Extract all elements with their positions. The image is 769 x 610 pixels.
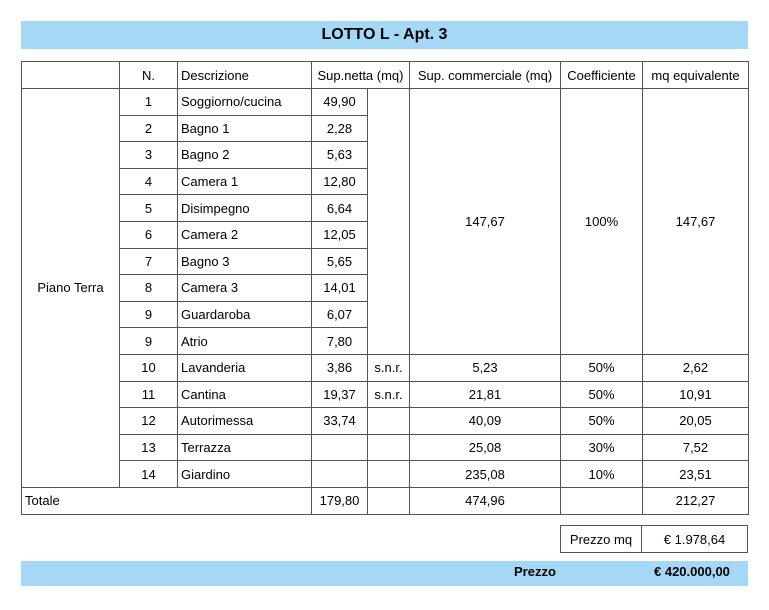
row-mq-equivalente: 7,52 [643, 434, 749, 461]
row-sup-netta: 3,86 [312, 354, 368, 381]
totale-mq-equivalente: 212,27 [643, 487, 749, 514]
row-sup-netta: 19,37 [312, 381, 368, 408]
header-mq-equivalente: mq equivalente [643, 62, 749, 89]
header-sup-commerciale: Sup. commerciale (mq) [410, 62, 561, 89]
table-row [22, 381, 749, 408]
totale-sup-netta: 179,80 [312, 487, 368, 514]
row-coefficiente: 30% [561, 434, 643, 461]
group-coefficiente: 100% [561, 89, 643, 355]
row-number: 12 [120, 408, 178, 435]
row-coefficiente: 10% [561, 461, 643, 488]
row-sup-netta: 5,65 [312, 248, 368, 275]
row-sup-commerciale: 40,09 [410, 408, 561, 435]
row-description: Bagno 1 [178, 115, 312, 142]
table-row [22, 354, 749, 381]
row-sup-netta: 6,07 [312, 301, 368, 328]
row-number: 7 [120, 248, 178, 275]
row-description: Cantina [178, 381, 312, 408]
row-note [368, 434, 410, 461]
row-description: Autorimessa [178, 408, 312, 435]
row-number: 6 [120, 221, 178, 248]
row-description: Soggiorno/cucina [178, 89, 312, 116]
prezzo-mq-label: Prezzo mq [561, 526, 642, 553]
header-sup-netta: Sup.netta (mq) [312, 62, 410, 89]
row-mq-equivalente: 10,91 [643, 381, 749, 408]
table-row [22, 89, 749, 116]
row-sup-netta: 49,90 [312, 89, 368, 116]
group-sup-commerciale: 147,67 [410, 89, 561, 355]
prezzo-mq-value: € 1.978,64 [642, 526, 748, 553]
row-number: 5 [120, 195, 178, 222]
row-coefficiente: 50% [561, 381, 643, 408]
row-sup-netta: 7,80 [312, 328, 368, 355]
totale-label: Totale [22, 487, 312, 514]
prezzo-value: € 420.000,00 [654, 564, 730, 579]
header-blank [22, 62, 120, 89]
floor-label: Piano Terra [22, 89, 120, 488]
row-sup-netta: 14,01 [312, 275, 368, 302]
row-coefficiente: 50% [561, 408, 643, 435]
table-row [22, 408, 749, 435]
row-number: 4 [120, 168, 178, 195]
row-number: 9 [120, 301, 178, 328]
row-number: 3 [120, 142, 178, 169]
prezzo-label: Prezzo [514, 564, 556, 579]
row-note [368, 408, 410, 435]
header-coefficiente: Coefficiente [561, 62, 643, 89]
row-sup-commerciale: 21,81 [410, 381, 561, 408]
row-sup-commerciale: 235,08 [410, 461, 561, 488]
row-note [368, 461, 410, 488]
row-sup-netta: 33,74 [312, 408, 368, 435]
row-coefficiente: 50% [561, 354, 643, 381]
row-sup-netta [312, 461, 368, 488]
row-description: Lavanderia [178, 354, 312, 381]
row-mq-equivalente: 2,62 [643, 354, 749, 381]
table-row [22, 461, 749, 488]
row-description: Camera 2 [178, 221, 312, 248]
page-title: LOTTO L - Apt. 3 [321, 26, 448, 43]
row-description: Camera 1 [178, 168, 312, 195]
row-number: 14 [120, 461, 178, 488]
totale-row [22, 487, 749, 514]
table-row [22, 434, 749, 461]
row-number: 10 [120, 354, 178, 381]
row-description: Bagno 2 [178, 142, 312, 169]
header-row [22, 62, 749, 89]
prezzo-bar [21, 561, 748, 586]
row-sup-netta: 6,64 [312, 195, 368, 222]
row-description: Terrazza [178, 434, 312, 461]
row-description: Giardino [178, 461, 312, 488]
row-mq-equivalente: 20,05 [643, 408, 749, 435]
row-mq-equivalente: 23,51 [643, 461, 749, 488]
group-mq-equivalente: 147,67 [643, 89, 749, 355]
row-description: Atrio [178, 328, 312, 355]
row-description: Guardaroba [178, 301, 312, 328]
row-number: 9 [120, 328, 178, 355]
title-bar [21, 21, 748, 49]
header-n: N. [120, 62, 178, 89]
totale-sup-commerciale: 474,96 [410, 487, 561, 514]
totale-note [368, 487, 410, 514]
row-note: s.n.r. [368, 354, 410, 381]
row-description: Disimpegno [178, 195, 312, 222]
header-descrizione: Descrizione [178, 62, 312, 89]
row-description: Bagno 3 [178, 248, 312, 275]
row-sup-netta: 12,80 [312, 168, 368, 195]
row-number: 11 [120, 381, 178, 408]
row-sup-netta [312, 434, 368, 461]
row-sup-commerciale: 5,23 [410, 354, 561, 381]
row-number: 1 [120, 89, 178, 116]
row-sup-netta: 5,63 [312, 142, 368, 169]
row-number: 8 [120, 275, 178, 302]
row-sup-commerciale: 25,08 [410, 434, 561, 461]
row-number: 2 [120, 115, 178, 142]
prezzo-mq-box [560, 525, 748, 553]
row-note: s.n.r. [368, 381, 410, 408]
group-note [368, 89, 410, 355]
row-description: Camera 3 [178, 275, 312, 302]
row-sup-netta: 12,05 [312, 221, 368, 248]
row-number: 13 [120, 434, 178, 461]
row-sup-netta: 2,28 [312, 115, 368, 142]
lotto-table [21, 61, 749, 515]
totale-coefficiente [561, 487, 643, 514]
